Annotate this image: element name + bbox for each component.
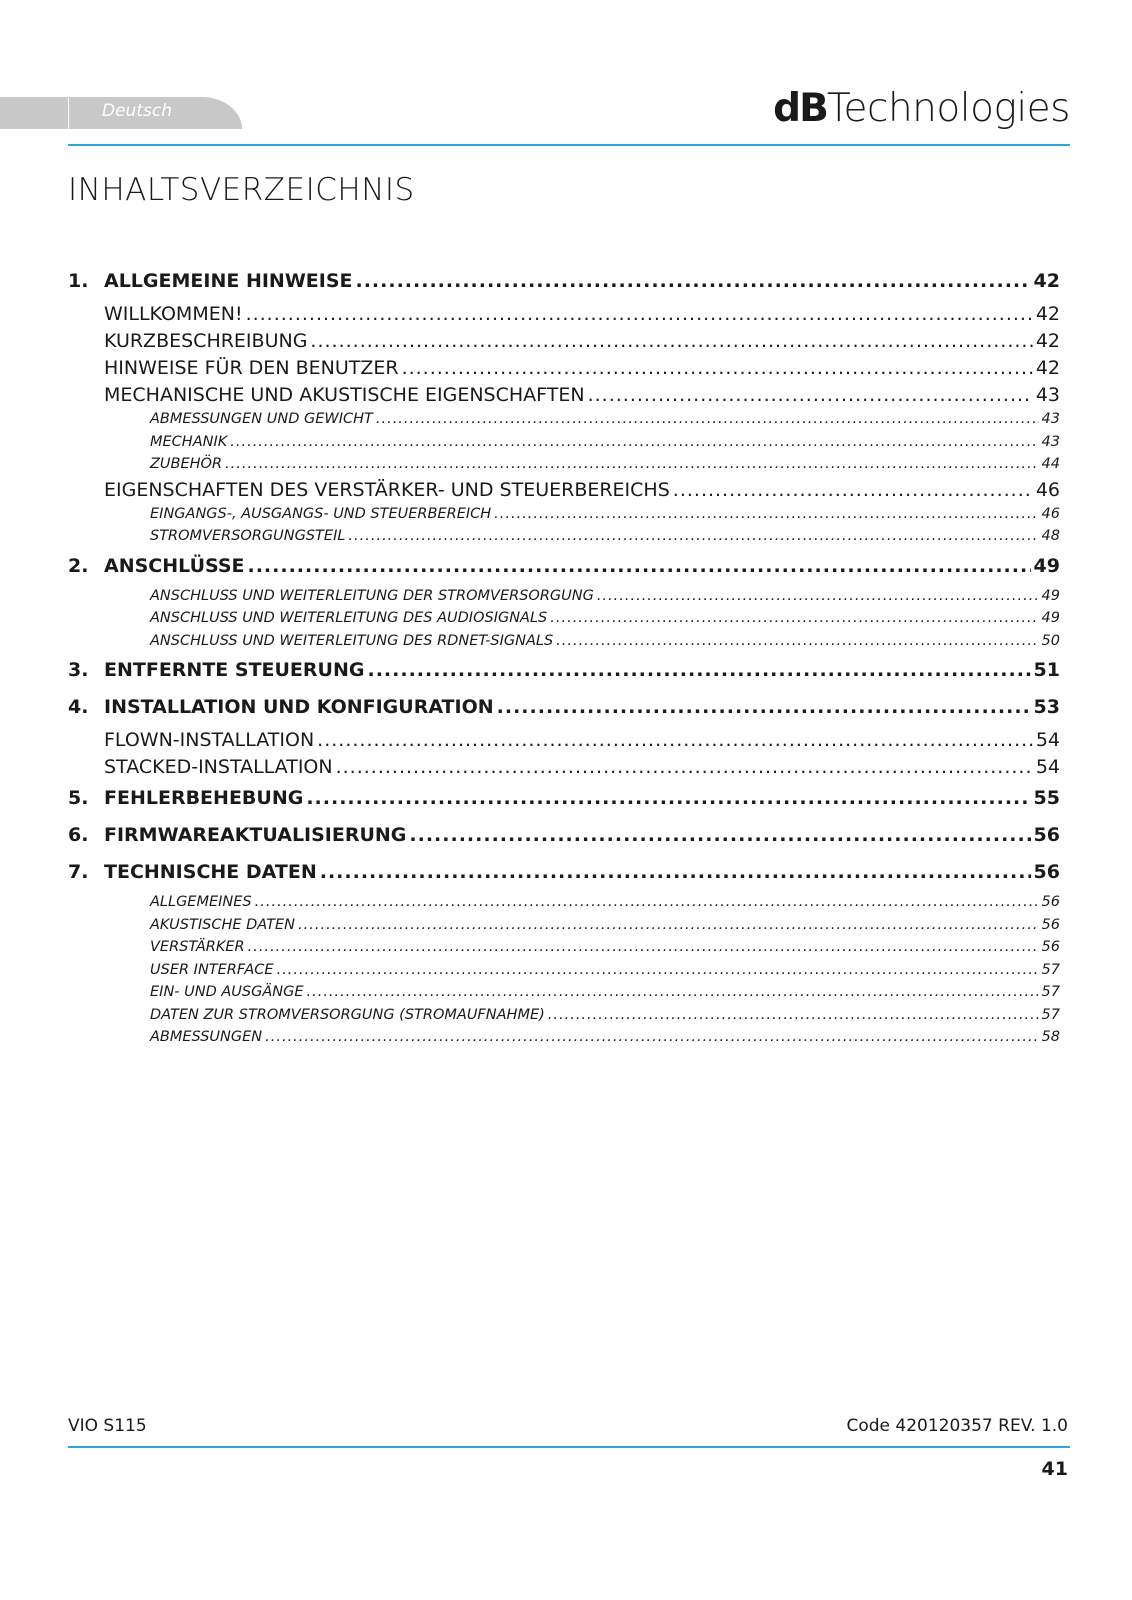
toc-leader-dots [307,984,1039,1000]
toc-entry[interactable] [68,456,1060,479]
toc-leader-dots [336,756,1033,778]
toc-entry-title: INSTALLATION UND KONFIGURATION [104,696,494,718]
toc-entry-title: DATEN ZUR STROMVERSORGUNG (STROMAUFNAHME) [150,1006,545,1023]
toc-entry-title: ENTFERNTE STEUERUNG [104,659,365,681]
toc-entry-title: ANSCHLÜSSE [104,554,245,577]
brand-logo [773,86,1070,131]
toc-leader-dots [348,528,1038,544]
toc-entry-title: ZUBEHÖR [150,456,223,472]
toc-leader-dots [367,659,1030,681]
toc-entry[interactable] [68,894,1060,917]
toc-leader-dots [225,456,1039,472]
toc-entry[interactable] [68,303,1060,330]
toc-entry[interactable] [68,384,1060,411]
toc-entry-page: 43 [1035,384,1060,406]
toc-entry[interactable] [68,824,1060,857]
toc-leader-dots [265,1029,1038,1045]
toc-entry[interactable] [68,962,1060,985]
toc-entry-page: 48 [1041,528,1060,544]
toc-entry-page: 57 [1041,961,1060,978]
toc-entry-page: 57 [1041,984,1060,1000]
toc-leader-dots [246,303,1033,325]
language-tab [0,97,242,129]
toc-leader-dots [556,633,1038,649]
page-number: 41 [1041,1458,1068,1480]
toc-entry[interactable] [68,729,1060,756]
toc-entry[interactable] [68,1029,1060,1052]
toc-entry-title: EIGENSCHAFTEN DES VERSTÄRKER- UND STEUERBEREICHS [104,478,670,501]
toc-entry[interactable] [68,610,1060,633]
toc-leader-dots [277,962,1039,978]
toc-entry[interactable] [68,659,1060,692]
toc-entry[interactable] [68,633,1060,656]
toc-entry[interactable] [68,756,1060,783]
toc-entry-title: ALLGEMEINES [150,894,252,910]
toc-entry-number: 6. [68,824,89,846]
toc-entry-page: 56 [1033,861,1060,883]
toc-leader-dots [317,729,1033,751]
toc-leader-dots [255,894,1039,910]
toc-entry-page: 56 [1041,894,1060,910]
toc-entry-page: 49 [1033,554,1060,577]
toc-leader-dots [597,588,1039,604]
toc-entry[interactable] [68,588,1060,611]
toc-entry[interactable] [68,330,1060,357]
toc-entry-title: ABMESSUNGEN UND GEWICHT [150,411,373,427]
toc-entry-page: 56 [1041,939,1060,955]
toc-entry[interactable] [68,555,1060,588]
toc-entry-page: 57 [1041,1006,1060,1023]
toc-entry-title: MECHANIK [150,433,228,450]
toc-entry-page: 51 [1033,659,1060,681]
toc-entry[interactable] [68,917,1060,940]
toc-entry[interactable] [68,696,1060,729]
toc-leader-dots [310,330,1032,352]
toc-entry-page: 44 [1041,456,1060,472]
toc-leader-dots [588,384,1033,406]
toc-entry-title: ALLGEMEINE HINWEISE [104,270,353,292]
toc-entry-title: ANSCHLUSS UND WEITERLEITUNG DES AUDIOSIGNALS [150,610,548,626]
toc-entry-number: 3. [68,659,89,681]
table-of-contents [68,270,1060,1052]
toc-entry-page: 43 [1041,411,1060,427]
toc-entry-title: STACKED-INSTALLATION [104,756,333,778]
toc-entry-page: 58 [1041,1029,1060,1045]
toc-leader-dots [548,1007,1039,1023]
toc-entry-page: 56 [1033,824,1060,846]
toc-entry-page: 56 [1041,916,1060,933]
toc-leader-dots [673,479,1033,501]
toc-entry-number: 4. [68,696,89,718]
toc-entry[interactable] [68,528,1060,551]
toc-entry-title: FLOWN-INSTALLATION [104,729,315,751]
toc-entry-title: VERSTÄRKER [150,939,245,955]
toc-leader-dots [409,824,1030,846]
footer-rule [68,1446,1070,1448]
toc-entry-title: EIN- UND AUSGÄNGE [150,984,304,1000]
toc-leader-dots [306,787,1030,809]
toc-leader-dots [248,939,1039,955]
toc-entry[interactable] [68,984,1060,1007]
toc-entry-page: 42 [1033,270,1060,292]
toc-entry[interactable] [68,357,1060,384]
toc-entry[interactable] [68,787,1060,820]
toc-entry-title: MECHANISCHE UND AKUSTISCHE EIGENSCHAFTEN [104,384,585,406]
toc-entry-title: ANSCHLUSS UND WEITERLEITUNG DES RDNET-SIGNALS [150,632,554,649]
toc-entry[interactable] [68,479,1060,506]
footer-code: Code 420120357 REV. 1.0 [846,1416,1068,1436]
toc-leader-dots [355,270,1030,292]
toc-entry-page: 42 [1035,357,1060,379]
toc-entry-title: FEHLERBEHEBUNG [104,787,304,809]
toc-entry-title: USER INTERFACE [150,961,274,978]
toc-entry[interactable] [68,1007,1060,1030]
toc-leader-dots [402,357,1033,379]
toc-entry-title: ABMESSUNGEN [150,1029,263,1045]
toc-entry-number: 2. [68,554,89,577]
toc-entry-title: KURZBESCHREIBUNG [104,330,308,352]
toc-entry-page: 46 [1041,505,1060,522]
toc-leader-dots [376,411,1039,427]
toc-leader-dots [230,434,1038,450]
toc-leader-dots [248,555,1031,577]
toc-entry-page: 42 [1035,330,1060,352]
toc-entry-page: 54 [1035,729,1060,751]
toc-entry-number: 7. [68,861,89,883]
toc-entry-page: 49 [1041,587,1060,604]
footer-product: VIO S115 [68,1416,147,1436]
toc-entry-title: STROMVERSORGUNGSTEIL [150,528,346,544]
toc-entry-page: 43 [1041,433,1060,450]
toc-leader-dots [320,861,1031,883]
language-label: Deutsch [102,101,172,121]
brand-logo-text: Technologies [826,86,1070,131]
toc-entry-title: WILLKOMMEN! [104,303,243,325]
brand-logo-bold: dB [773,86,827,131]
toc-entry[interactable] [68,506,1060,529]
toc-entry-title: EINGANGS-, AUSGANGS- UND STEUERBEREICH [150,505,492,522]
toc-entry-page: 54 [1035,756,1060,778]
toc-entry-page: 53 [1033,696,1060,718]
toc-entry-page: 50 [1041,632,1060,649]
toc-entry[interactable] [68,939,1060,962]
toc-entry[interactable] [68,411,1060,434]
toc-leader-dots [494,506,1038,522]
toc-entry-page: 49 [1041,610,1060,626]
toc-entry-number: 5. [68,787,89,809]
tab-divider [68,97,69,129]
toc-entry-page: 55 [1033,787,1060,809]
toc-entry-title: FIRMWAREAKTUALISIERUNG [104,824,407,846]
toc-leader-dots [497,696,1031,718]
toc-entry-title: TECHNISCHE DATEN [104,861,317,883]
toc-entry-title: HINWEISE FÜR DEN BENUTZER [104,357,399,379]
toc-entry[interactable] [68,434,1060,457]
toc-entry-page: 42 [1035,303,1060,325]
toc-entry-title: ANSCHLUSS UND WEITERLEITUNG DER STROMVERSORGUNG [150,587,594,604]
toc-leader-dots [298,917,1039,933]
toc-entry-page: 46 [1035,478,1060,501]
toc-entry[interactable] [68,270,1060,303]
toc-leader-dots [550,610,1038,626]
toc-entry-title: AKUSTISCHE DATEN [150,916,296,933]
header-rule [68,144,1070,146]
toc-entry-number: 1. [68,270,89,292]
page-title: INHALTSVERZEICHNIS [68,172,415,208]
toc-entry[interactable] [68,861,1060,894]
